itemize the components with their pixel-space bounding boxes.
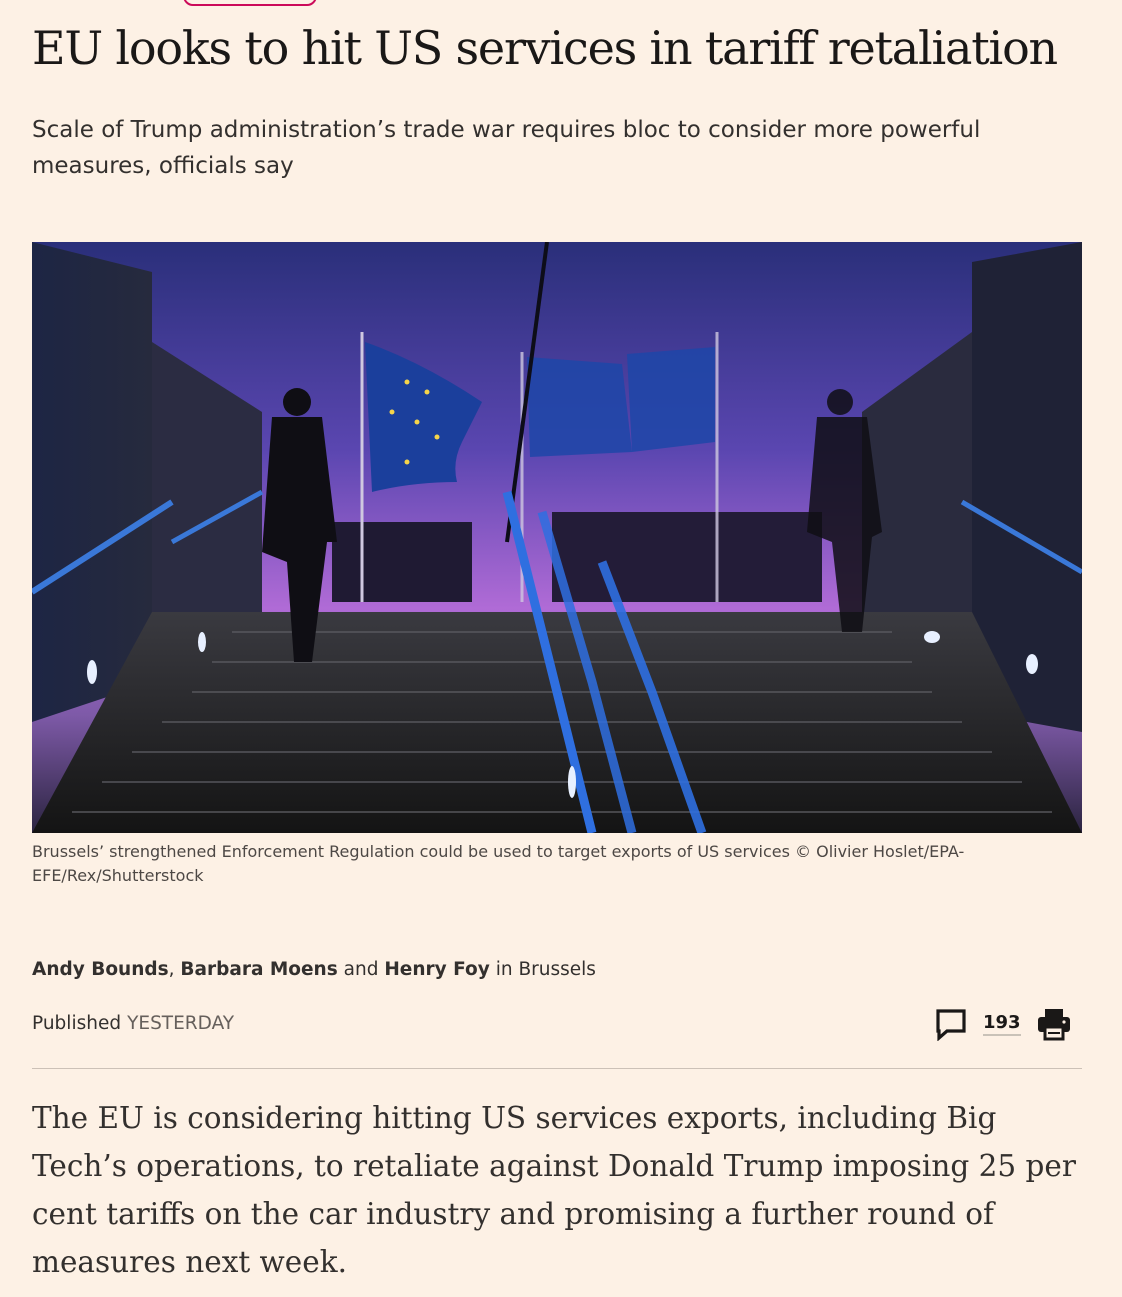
article-body-paragraph: The EU is considering hitting US services exports, including Big Tech’s operations, to retaliate against Donald Trump imposing 25 per cent tariffs on the car industry and promising a further round of measures next week. [32, 1101, 1076, 1279]
speech-bubble-icon[interactable] [934, 1007, 968, 1041]
divider [32, 1068, 1082, 1069]
image-caption: Brussels’ strengthened Enforcement Regulation could be used to target exports of US services © Olivier Hoslet/EPA-EFE/Rex/Shutterstock [32, 842, 965, 885]
article-headline: EU looks to hit US services in tariff retaliation [32, 21, 1057, 75]
printer-icon[interactable] [1036, 1006, 1072, 1042]
published-when: YESTERDAY [127, 1013, 235, 1034]
byline-separator: and [337, 959, 385, 980]
article-tools [934, 1006, 1072, 1042]
author-link[interactable]: Henry Foy [384, 959, 490, 980]
article-standfirst: Scale of Trump administration’s trade war requires bloc to consider more powerful measures, officials say [32, 117, 981, 179]
author-link[interactable]: Andy Bounds [32, 959, 169, 980]
byline-location: in Brussels [489, 959, 596, 980]
comment-count[interactable]: 193 [983, 1013, 1021, 1036]
byline-separator: , [168, 959, 181, 980]
hero-photo-illustration [32, 242, 1082, 833]
hero-image [32, 242, 1082, 833]
byline [32, 957, 596, 983]
author-link[interactable]: Barbara Moens [180, 959, 338, 980]
publish-date [32, 1011, 234, 1037]
published-label: Published [32, 1013, 122, 1034]
topic-tag[interactable] [183, 0, 317, 6]
